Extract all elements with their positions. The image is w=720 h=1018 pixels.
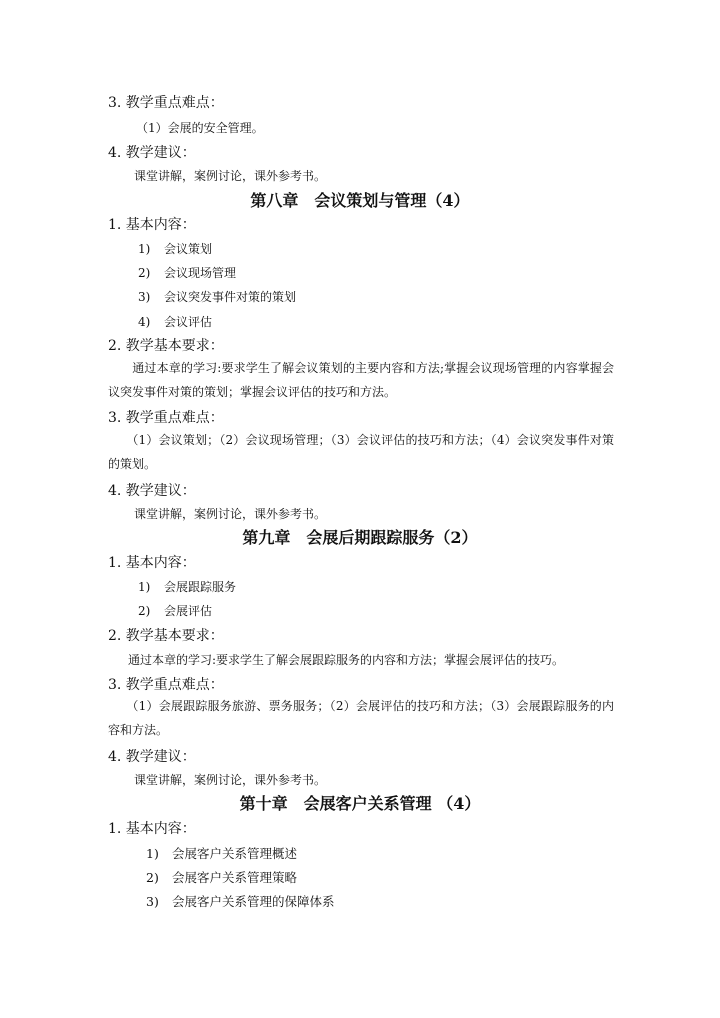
ch9-requirements-heading: 2. 教学基本要求：: [108, 628, 224, 644]
section-heading-suggestions: 4. 教学建议：: [108, 145, 196, 161]
ch9-list-item: 1) 会展跟踪服务: [138, 580, 237, 594]
section-heading-key-points: 3. 教学重点难点：: [108, 95, 224, 111]
ch8-key-points-text: （1）会议策划；（2）会议现场管理；（3）会议评估的技巧和方法；（4）会议突发事件对策的策划。: [108, 433, 614, 471]
ch8-suggestions-heading: 4. 教学建议：: [108, 483, 196, 499]
key-points-text: （1）会展的安全管理。: [136, 121, 264, 135]
ch9-suggestions-text: 课堂讲解，案例讨论，课外参考书。: [134, 773, 327, 787]
ch10-list-item: 3) 会展客户关系管理的保障体系: [146, 894, 335, 909]
ch8-requirements-text: 通过本章的学习:要求学生了解会议策划的主要内容和方法;掌握会议现场管理的内容掌握会议突发事件对策的策划；掌握会议评估的技巧和方法。: [108, 361, 614, 399]
chapter-10-title: 第十章 会展客户关系管理 （4）: [239, 794, 481, 813]
ch9-basic-content-heading: 1. 基本内容：: [108, 555, 196, 571]
ch9-key-points-heading: 3. 教学重点难点：: [108, 677, 224, 693]
ch8-list-item: 4) 会议评估: [138, 315, 213, 329]
chapter-8-title: 第八章 会议策划与管理（4）: [250, 191, 470, 210]
ch10-list-item: 2) 会展客户关系管理策略: [146, 870, 298, 885]
ch8-list-item: 1) 会议策划: [138, 242, 213, 256]
ch9-suggestions-heading: 4. 教学建议：: [108, 749, 196, 765]
ch9-requirements-text: 通过本章的学习:要求学生了解会展跟踪服务的内容和方法；掌握会展评估的技巧。: [128, 653, 565, 667]
ch10-basic-content-heading: 1. 基本内容：: [108, 821, 196, 837]
ch8-list-item: 3) 会议突发事件对策的策划: [138, 290, 297, 304]
ch10-list-item: 1) 会展客户关系管理概述: [146, 846, 298, 861]
chapter-9-title: 第九章 会展后期跟踪服务（2）: [242, 528, 478, 547]
ch8-requirements-heading: 2. 教学基本要求：: [108, 338, 224, 354]
ch9-list-item: 2) 会展评估: [138, 604, 213, 618]
ch8-basic-content-heading: 1. 基本内容：: [108, 217, 196, 233]
suggestions-text: 课堂讲解，案例讨论，课外参考书。: [134, 169, 327, 183]
ch9-key-points-text: （1）会展跟踪服务旅游、票务服务；（2）会展评估的技巧和方法；（3）会展跟踪服务的内容和方法。: [108, 699, 614, 737]
ch8-key-points-heading: 3. 教学重点难点：: [108, 410, 224, 426]
ch8-suggestions-text: 课堂讲解，案例讨论，课外参考书。: [134, 507, 327, 521]
ch8-list-item: 2) 会议现场管理: [138, 266, 237, 280]
